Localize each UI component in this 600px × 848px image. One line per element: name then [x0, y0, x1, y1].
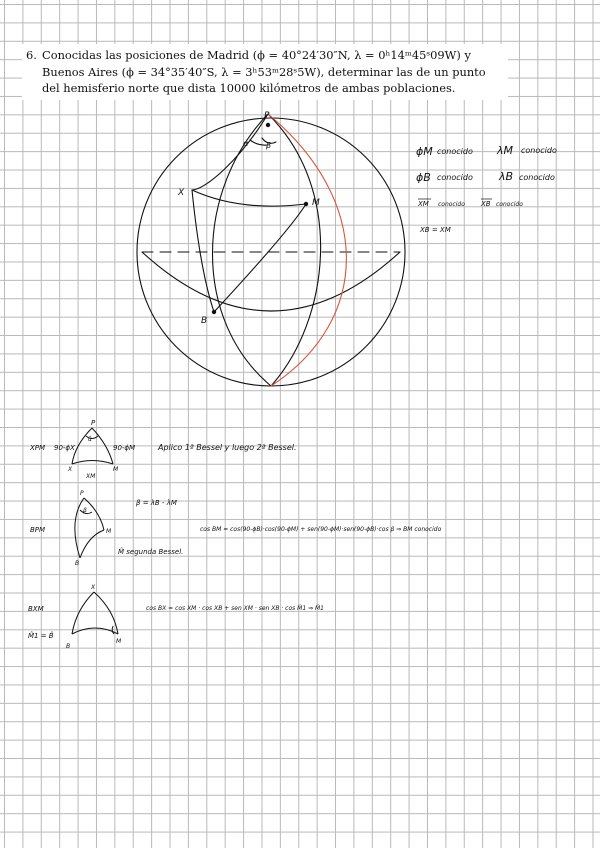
- step3-triangle-name: BXM: [28, 605, 44, 613]
- known-lambda-m-text: conocido: [521, 146, 557, 155]
- problem-line-3: del hemisferio norte que dista 10000 kilómetros de ambas poblaciones.: [42, 81, 456, 95]
- step1-vertex-x: X: [68, 466, 73, 473]
- b-dot: [212, 310, 216, 314]
- step2-triangle: [75, 498, 104, 558]
- step2-angle: β: [83, 507, 87, 514]
- step2-triangle-name: BPM: [30, 526, 46, 534]
- known-phi-m-text: conocido: [437, 147, 473, 156]
- label-b: B: [201, 316, 208, 326]
- known-equality: XB = XM: [420, 226, 451, 234]
- problem-number: 6.: [26, 48, 37, 62]
- meridian-right: [268, 114, 321, 386]
- label-x: X: [178, 188, 185, 198]
- step2-vertex-p: P: [80, 490, 84, 497]
- meridian-left: [213, 114, 272, 386]
- step3-formula: cos BX = cos XM · cos XB + sen XM · sen XB · cos M̂1 ⇒ M̂1: [146, 605, 324, 612]
- step1-right-side: 90-ϕM: [113, 444, 136, 452]
- step2-vertex-b: B: [75, 560, 80, 567]
- step2-beta-formula: β = λB - λM: [136, 499, 177, 507]
- label-beta: β: [266, 141, 272, 150]
- step3-vertex-m: M: [116, 638, 122, 645]
- step3-equality: M̂1 = B̂: [28, 632, 54, 640]
- known-xm: XM: [418, 200, 429, 208]
- step1-triangle-name: XPM: [30, 444, 46, 452]
- known-xb: XB: [481, 200, 491, 208]
- problem-line-2: Buenos Aires (ϕ = 34°35′40″S, λ = 3ʰ53ᵐ28ˢ5W), determinar las de un punto: [42, 64, 486, 79]
- equator-front-arc: [142, 252, 400, 311]
- label-alpha: α: [243, 139, 249, 148]
- known-xb-text: conocido: [496, 201, 523, 208]
- arc-b-m: [214, 204, 306, 312]
- problem-line-1-text: Conocidas las posiciones de Madrid (ϕ = 40°24′30″N, λ = 0ʰ14ᵐ45ˢ09W) y: [42, 48, 471, 62]
- step1-note: Aplico 1ª Bessel y luego 2ª Bessel.: [158, 443, 297, 452]
- step2-formula: cos BM = cos(90-ϕB)·cos(90-ϕM) + sen(90-ϕM)·sen(90-ϕB)·cos β ⇒ BM conocido: [200, 526, 442, 533]
- arc-x-b: [192, 190, 214, 312]
- known-lambda-b: λB: [499, 170, 514, 183]
- known-xm-text: conocido: [438, 201, 465, 208]
- meridian-far-left: [192, 114, 268, 190]
- arc-x-m: [192, 190, 306, 206]
- step1-vertex-m: M: [113, 466, 119, 473]
- pole-dot: [266, 123, 270, 127]
- step3-vertex-b: B: [66, 643, 71, 650]
- known-lambda-b-text: conocido: [519, 173, 555, 182]
- step1-vertex-p: P: [91, 419, 96, 427]
- step1-triangle: [72, 428, 113, 464]
- known-phi-b: ϕB: [416, 171, 431, 184]
- step1-apex-angle: α̂: [88, 436, 92, 443]
- step2-note: M̂ segunda Bessel.: [118, 548, 184, 556]
- step1-bottom-side: XM: [86, 473, 96, 480]
- step3-vertex-x: X: [91, 584, 96, 591]
- step1-left-side: 90-ϕX: [54, 444, 75, 452]
- step3-triangle: [72, 592, 118, 634]
- step2-vertex-m: M: [106, 528, 112, 535]
- known-phi-m: ϕM: [416, 145, 433, 158]
- label-m: M: [312, 198, 320, 208]
- meridian-red: [268, 114, 346, 386]
- known-lambda-m: λM: [497, 144, 514, 157]
- m-dot: [304, 202, 308, 206]
- label-pole: P: [264, 111, 270, 121]
- known-phi-b-text: conocido: [437, 173, 473, 182]
